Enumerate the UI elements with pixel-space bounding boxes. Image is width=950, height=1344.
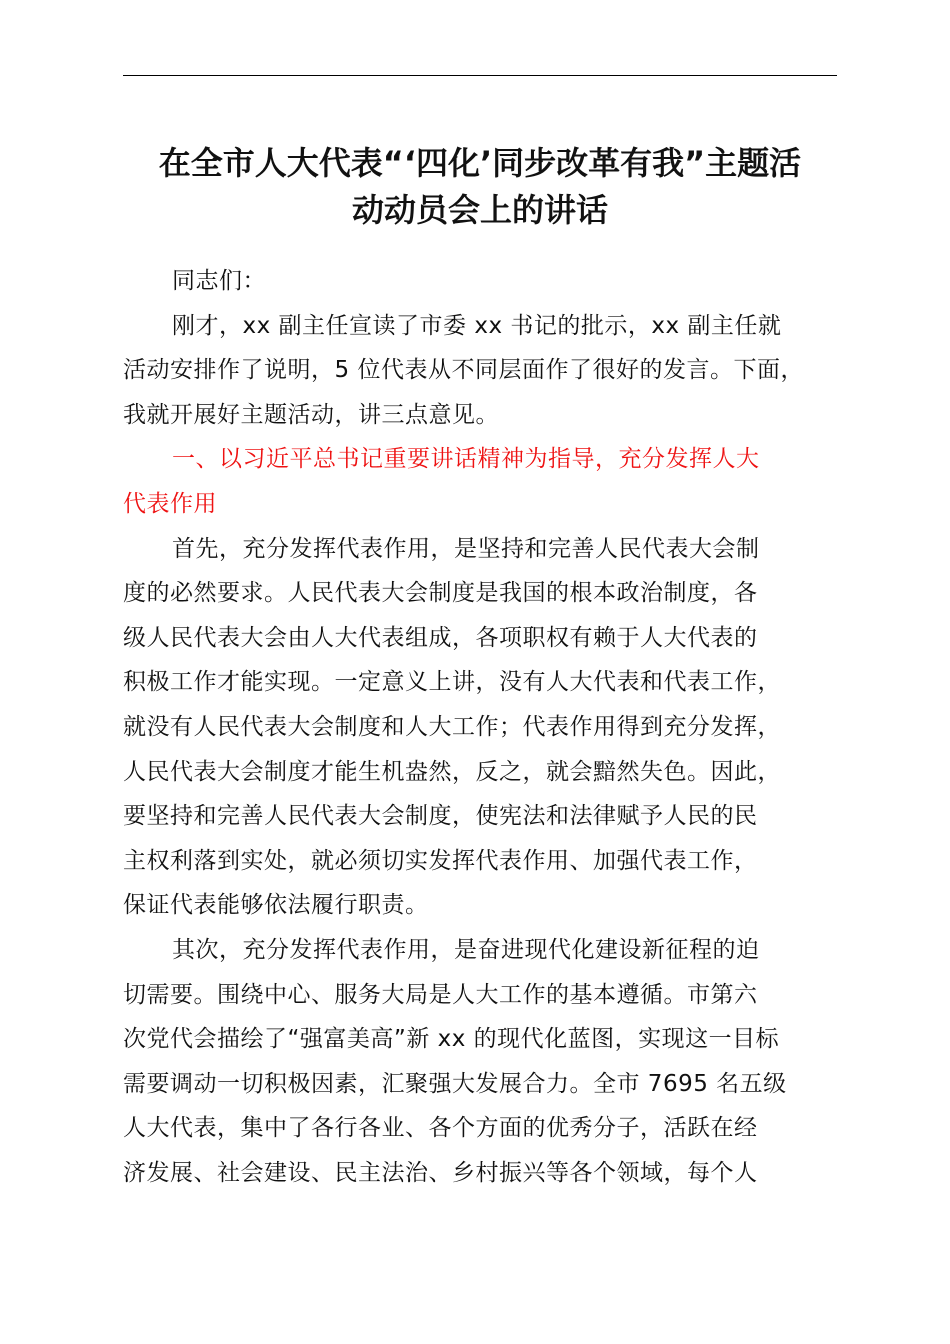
title-line-1: 在全市人大代表“‘四化’同步改革有我”主题活 xyxy=(158,144,802,182)
document-body xyxy=(123,259,863,1195)
paragraph-line: 人大代表，集中了各行各业、各个方面的优秀分子，活跃在经 xyxy=(123,1115,758,1142)
header-rule xyxy=(123,75,837,76)
paragraph-line: 切需要。围绕中心、服务大局是人大工作的基本遵循。市第六 xyxy=(123,981,758,1008)
paragraph-line: 积极工作才能实现。一定意义上讲，没有人大代表和代表工作， xyxy=(123,669,781,696)
paragraph-line: 人民代表大会制度才能生机盎然，反之，就会黯然失色。因此， xyxy=(123,758,781,785)
paragraph-line: 刚才，xx 副主任宣读了市委 xx 书记的批示，xx 副主任就 xyxy=(172,312,782,339)
paragraph-line: 活动安排作了说明，5 位代表从不同层面作了很好的发言。下面， xyxy=(123,357,804,384)
paragraph-line: 就没有人民代表大会制度和人大工作；代表作用得到充分发挥， xyxy=(123,713,781,740)
paragraph-line: 次党代会描绘了“强富美高”新 xx 的现代化蓝图，实现这一目标 xyxy=(123,1026,780,1053)
paragraph-line: 我就开展好主题活动，讲三点意见。 xyxy=(123,401,499,428)
paragraph-line: 度的必然要求。人民代表大会制度是我国的根本政治制度，各 xyxy=(123,580,758,607)
paragraph-line: 要坚持和完善人民代表大会制度，使宪法和法律赋予人民的民 xyxy=(123,803,758,830)
paragraph-line: 首先，充分发挥代表作用，是坚持和完善人民代表大会制 xyxy=(172,535,760,562)
section-heading-line: 代表作用 xyxy=(123,490,217,517)
document-title xyxy=(100,140,860,234)
paragraph-line: 级人民代表大会由人大代表组成，各项职权有赖于人大代表的 xyxy=(123,624,758,651)
paragraph-line: 其次，充分发挥代表作用，是奋进现代化建设新征程的迫 xyxy=(172,936,760,963)
paragraph-line: 需要调动一切积极因素，汇聚强大发展合力。全市 7695 名五级 xyxy=(123,1070,787,1097)
title-line-2: 动动员会上的讲话 xyxy=(351,191,608,229)
section-heading-line: 一、以习近平总书记重要讲话精神为指导，充分发挥人大 xyxy=(172,446,760,473)
paragraph-line: 保证代表能够依法履行职责。 xyxy=(123,892,429,919)
paragraph-line: 同志们： xyxy=(172,268,266,294)
paragraph-line: 济发展、社会建设、民主法治、乡村振兴等各个领域，每个人 xyxy=(123,1159,758,1186)
paragraph-line: 主权利落到实处，就必须切实发挥代表作用、加强代表工作， xyxy=(123,847,758,874)
